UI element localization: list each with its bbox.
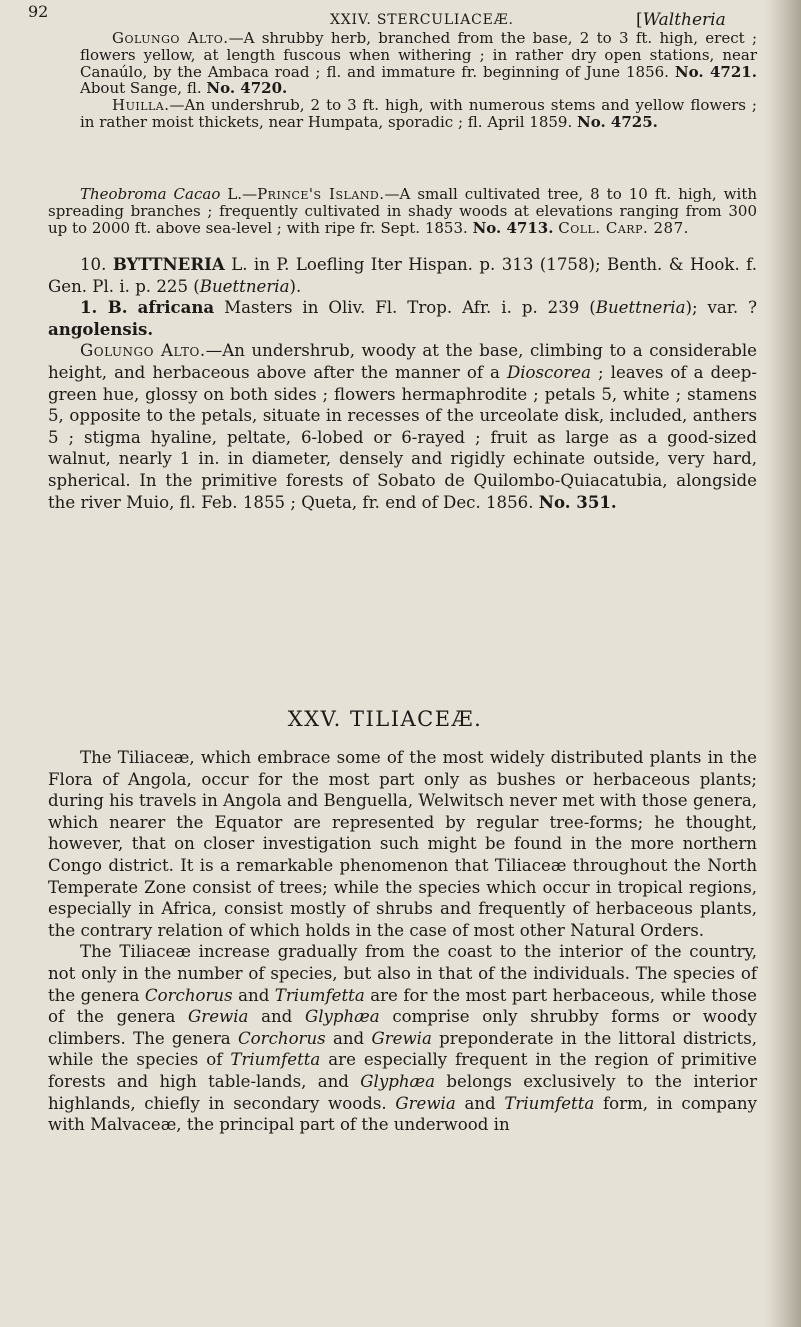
section-heading: XXV. TILIACEÆ. — [287, 707, 483, 731]
running-title: XXIV. STERCULIACEÆ. — [330, 12, 514, 28]
specimen-number: No. 351. — [538, 491, 617, 512]
genus-reference: Corchorus — [237, 1028, 326, 1048]
variety-name: angolensis. — [48, 318, 154, 339]
paragraph-text: are especially frequent in the region of primitive forests and high table-lands, and — [48, 1050, 757, 1091]
genus-paragraph — [48, 254, 757, 297]
tiliaceae-block — [48, 747, 757, 1136]
locality-name: Golungo Alto. — [80, 341, 206, 361]
genus-number: 10. — [80, 255, 107, 274]
paragraph-text: ). — [289, 276, 302, 296]
golungo-paragraph — [80, 30, 757, 97]
paragraph-text: are for the most part herbaceous, while those of the genera — [48, 985, 757, 1027]
specimen-number: No. 4725. — [577, 112, 658, 131]
genus-reference: Grewia — [395, 1093, 456, 1113]
locality-name: Golungo Alto. — [112, 29, 229, 47]
genus-reference: Triumfetta — [274, 985, 365, 1005]
tiliaceae-paragraph-2 — [48, 941, 757, 1135]
species-name: Theobroma Cacao — [80, 185, 221, 203]
genus-synonym: Buettneria — [199, 276, 290, 296]
locality-block-top — [80, 30, 757, 131]
running-genus-name: Waltheria — [642, 10, 726, 30]
paragraph-text: and — [455, 1093, 505, 1113]
paragraph-text: preponderate in the littoral districts, while the species of — [48, 1028, 757, 1070]
species-name: africana — [137, 297, 215, 318]
specimen-number: No. 4720. — [206, 79, 288, 98]
paragraph-text: About Sange, fl. — [80, 79, 202, 98]
paragraph-text: and — [248, 1007, 305, 1027]
paragraph-text: ); var. ? — [685, 298, 757, 318]
paragraph-text: form, in company with Malvaceæ, the principal part of the underwood in — [48, 1093, 757, 1135]
paragraph-text: L. in P. Loefling Iter Hispan. p. 313 (1758); Benth. & Hook. f. Gen. Pl. i. p. 225 ( — [48, 255, 757, 296]
species-paragraph — [48, 297, 757, 340]
specimen-number: No. 4713. — [472, 218, 554, 237]
theobroma-paragraph — [48, 186, 757, 236]
paragraph-text: comprise only shrubby forms or woody climbers. The genera — [48, 1007, 757, 1048]
genus-synonym: Buettneria — [595, 298, 686, 318]
tiliaceae-paragraph-1: The Tiliaceæ, which embrace some of the most widely distributed plants in the Flora of Angola, occur for the most part only as bushes or herbaceous plants; during his travels in Angola and Benguella, Welwitsch never met with those genera, which nearer the Equator are represented by regular tree-forms; he thought, however, that on closer investigation such might be found in the more northern Congo district. It is a remarkable phenomenon that Tiliaceæ throughout the North Temperate Zone consist of trees; while the species which occur in tropical regions, especially in Africa, consist mostly of shrubs and frequently of herbaceous plants, the contrary relation of which holds in the case of most other Natural Orders. — [48, 748, 757, 940]
paragraph-text: —An undershrub, 2 to 3 ft. high, with numerous stems and yellow flowers ; in rather moist thickets, near Humpata, sporadic ; fl. April 1859. — [80, 96, 757, 131]
genus-reference: Triumfetta — [504, 1093, 595, 1113]
genus-reference: Glyphæa — [304, 1007, 380, 1027]
genus-reference: Dioscorea — [506, 362, 591, 382]
author: L.— — [220, 185, 258, 203]
paragraph-text: The Tiliaceæ increase gradually from the coast to the interior of the country, not only in the number of species, but also in that of the individuals. The species of the genera — [48, 942, 757, 1005]
paragraph-text: Masters in Oliv. Fl. Trop. Afr. i. p. 239 ( — [214, 298, 596, 318]
running-genus — [636, 10, 726, 30]
theobroma-block — [48, 186, 757, 236]
paragraph-text: belongs exclusively to the interior highlands, chiefly in secondary woods. — [48, 1071, 757, 1113]
specimen-number: No. 4721. — [674, 62, 757, 81]
paragraph-text: —A shrubby herb, branched from the base, 2 to 3 ft. high, erect ; flowers yellow, at length fuscous when withering ; in rather dry open stations, near Canaúlo, by the Ambaca road ; fl. and immature fr. beginning of June 1856. — [80, 29, 757, 81]
paragraph-text: —A small cultivated tree, 8 to 10 ft. high, with spreading branches ; frequently cultivated in shady woods at elevations ranging from 300 up to 2000 ft. above sea-level ; with ripe fr. Sept. 1853. — [48, 185, 758, 237]
page-edge-shadow — [765, 0, 801, 1327]
paragraph-text: ; leaves of a deep-green hue, glossy on both sides ; flowers hermaphrodite ; petals 5, white ; stamens 5, opposite to the petals, situate in recesses of the urceolate disk, included, anthers 5 ; stigma hyaline, peltate, 6-lobed or 6-rayed ; fruit as large as a good-sized walnut, nearly 1 in. in diameter, densely and rigidly echinate outside, very hard, spherical. In the primitive forests of Sobato de Quilombo-Quiacatubia, alongside the river Muio, fl. Feb. 1855 ; Queta, fr. end of Dec. 1856. — [48, 362, 757, 512]
locality-name: Huilla. — [112, 96, 170, 115]
locality-name: Prince's Island. — [257, 185, 385, 203]
paragraph-text: and — [325, 1028, 372, 1048]
page-number: 92 — [28, 2, 49, 21]
genus-reference: Triumfetta — [230, 1050, 321, 1070]
genus-reference: Glyphæa — [360, 1071, 436, 1091]
bracket: [ — [636, 10, 643, 30]
genus-reference: Grewia — [188, 1007, 249, 1027]
genus-reference: Corchorus — [144, 985, 233, 1005]
collection-ref: Coll. Carp. 287. — [558, 218, 689, 237]
huilla-paragraph — [80, 97, 757, 131]
species-number: 1. B. — [80, 297, 128, 318]
genus-reference: Grewia — [371, 1028, 432, 1048]
description-paragraph — [48, 340, 757, 513]
byttneria-block — [48, 254, 757, 513]
genus-name: BYTTNERIA — [112, 254, 225, 274]
paragraph-text: —An undershrub, woody at the base, climbing to a considerable height, and herbaceous above after the manner of a — [48, 341, 758, 382]
paragraph-text: and — [232, 985, 275, 1005]
